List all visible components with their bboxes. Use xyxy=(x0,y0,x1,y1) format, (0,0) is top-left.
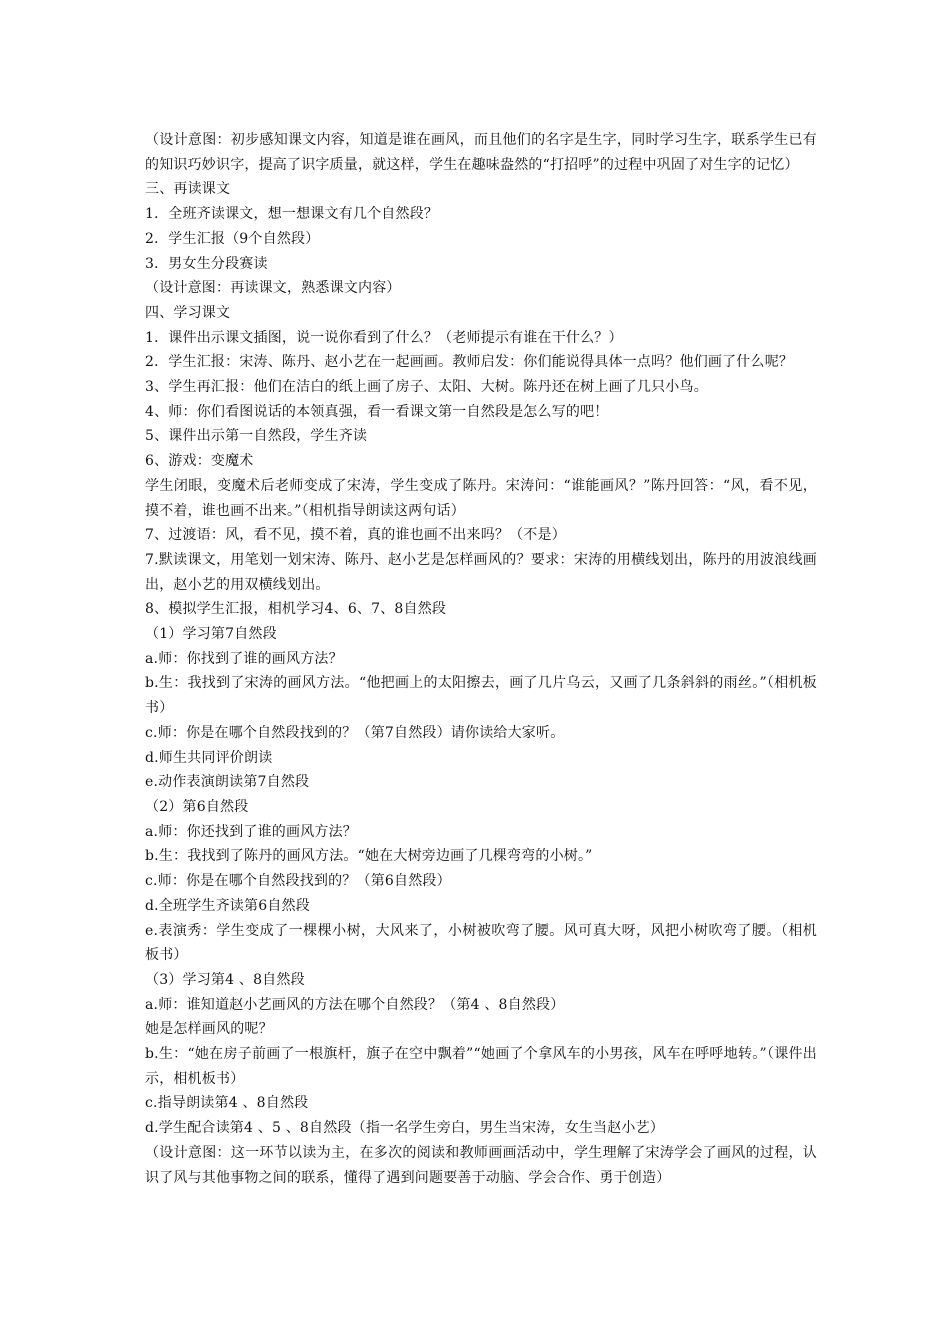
list-item: 1．全班齐读课文，想一想课文有几个自然段？ xyxy=(145,206,439,223)
list-item: 1．课件出示课文插图，说一说你看到了什么？（老师提示有谁在干什么？） xyxy=(145,329,623,346)
list-item: 3．男女生分段赛读 xyxy=(145,255,268,272)
list-item: 8、模拟学生汇报，相机学习4、6、7、8自然段 xyxy=(145,601,447,618)
list-item: 7、过渡语：风，看不见，摸不着，真的谁也画不出来吗？（不是） xyxy=(145,527,566,544)
list-item: 4、师：你们看图说话的本领真强，看一看课文第一自然段是怎么写的吧！ xyxy=(145,403,609,420)
design-intent-paragraph: （设计意图：初步感知课文内容，知道是谁在画风，而且他们的名字是生字，同时学习生字，联系学生已有的知识巧妙识字，提高了识字质量，就这样，学生在趣味盎然的“打招呼”的过程中巩固了对生字的记忆） xyxy=(145,132,817,173)
subsection-heading: （3）学习第4 、8自然段 xyxy=(145,971,305,988)
list-item: c.指导朗读第4 、8自然段 xyxy=(145,1095,309,1112)
list-item: 7.默读课文，用笔划一划宋涛、陈丹、赵小艺是怎样画风的？要求：宋涛的用横线划出，陈丹的用波浪线画出，赵小艺的用双横线划出。 xyxy=(145,551,817,593)
list-item: 5、课件出示第一自然段，学生齐读 xyxy=(145,428,368,445)
list-item: d.学生配合读第4 、5 、8自然段（指一名学生旁白，男生当宋涛，女生当赵小艺） xyxy=(145,1120,665,1137)
paragraph: 她是怎样画风的呢？ xyxy=(145,1021,273,1038)
list-item: a.师：谁知道赵小艺画风的方法在哪个自然段？（第4 、8自然段） xyxy=(145,996,565,1013)
paragraph: 学生闭眼，变魔术后老师变成了宋涛，学生变成了陈丹。宋涛问：“谁能画风？”陈丹回答：“风，看不见，摸不着，谁也画不出来。”（相机指导朗读这两句话） xyxy=(145,477,817,519)
list-item: d.师生共同评价朗读 xyxy=(145,749,273,766)
design-intent-paragraph: （设计意图：这一环节以读为主，在多次的阅读和教师画画活动中，学生理解了宋涛学会了画风的过程，认识了风与其他事物之间的联系，懂得了遇到问题要善于动脑、学会合作、勇于创造） xyxy=(145,1144,817,1186)
list-item: d.全班学生齐读第6自然段 xyxy=(145,897,310,914)
section-heading: 四、学习课文 xyxy=(145,304,231,321)
list-item: c.师：你是在哪个自然段找到的？（第6自然段） xyxy=(145,873,451,890)
list-item: 2．学生汇报：宋涛、陈丹、赵小艺在一起画画。教师启发：你们能说得具体一点吗？他们画了什么呢？ xyxy=(145,354,794,371)
subsection-heading: （2）第6自然段 xyxy=(145,798,249,815)
list-item: c.师：你是在哪个自然段找到的？（第7自然段）请你读给大家听。 xyxy=(145,724,565,741)
design-intent-paragraph: （设计意图：再读课文，熟悉课文内容） xyxy=(145,280,401,297)
document-body xyxy=(145,128,817,1190)
list-item: a.师：你找到了谁的画风方法？ xyxy=(145,650,343,667)
list-item: 6、游戏：变魔术 xyxy=(145,453,254,470)
list-item: e.动作表演朗读第7自然段 xyxy=(145,774,310,791)
list-item: a.师：你还找到了谁的画风方法？ xyxy=(145,823,357,840)
list-item: 3、学生再汇报：他们在洁白的纸上画了房子、太阳、大树。陈丹还在树上画了几只小鸟。 xyxy=(145,379,708,396)
list-item: b.生：“她在房子前画了一根旗杆，旗子在空中飘着”“她画了个拿风车的小男孩，风车在呼呼地转。”（课件出示，相机板书） xyxy=(145,1046,817,1087)
list-item: b.生：我找到了宋涛的画风方法。“他把画上的太阳擦去，画了几片乌云，又画了几条斜斜的雨丝。”（相机板书） xyxy=(145,675,817,717)
list-item: b.生：我找到了陈丹的画风方法。“她在大树旁边画了几棵弯弯的小树。” xyxy=(145,848,593,865)
section-heading: 三、再读课文 xyxy=(145,181,231,198)
subsection-heading: （1）学习第7自然段 xyxy=(145,626,277,643)
list-item: e.表演秀：学生变成了一棵棵小树，大风来了，小树被吹弯了腰。风可真大呀，风把小树吹弯了腰。（相机板书） xyxy=(145,922,817,964)
list-item: 2．学生汇报（9个自然段） xyxy=(145,230,320,247)
